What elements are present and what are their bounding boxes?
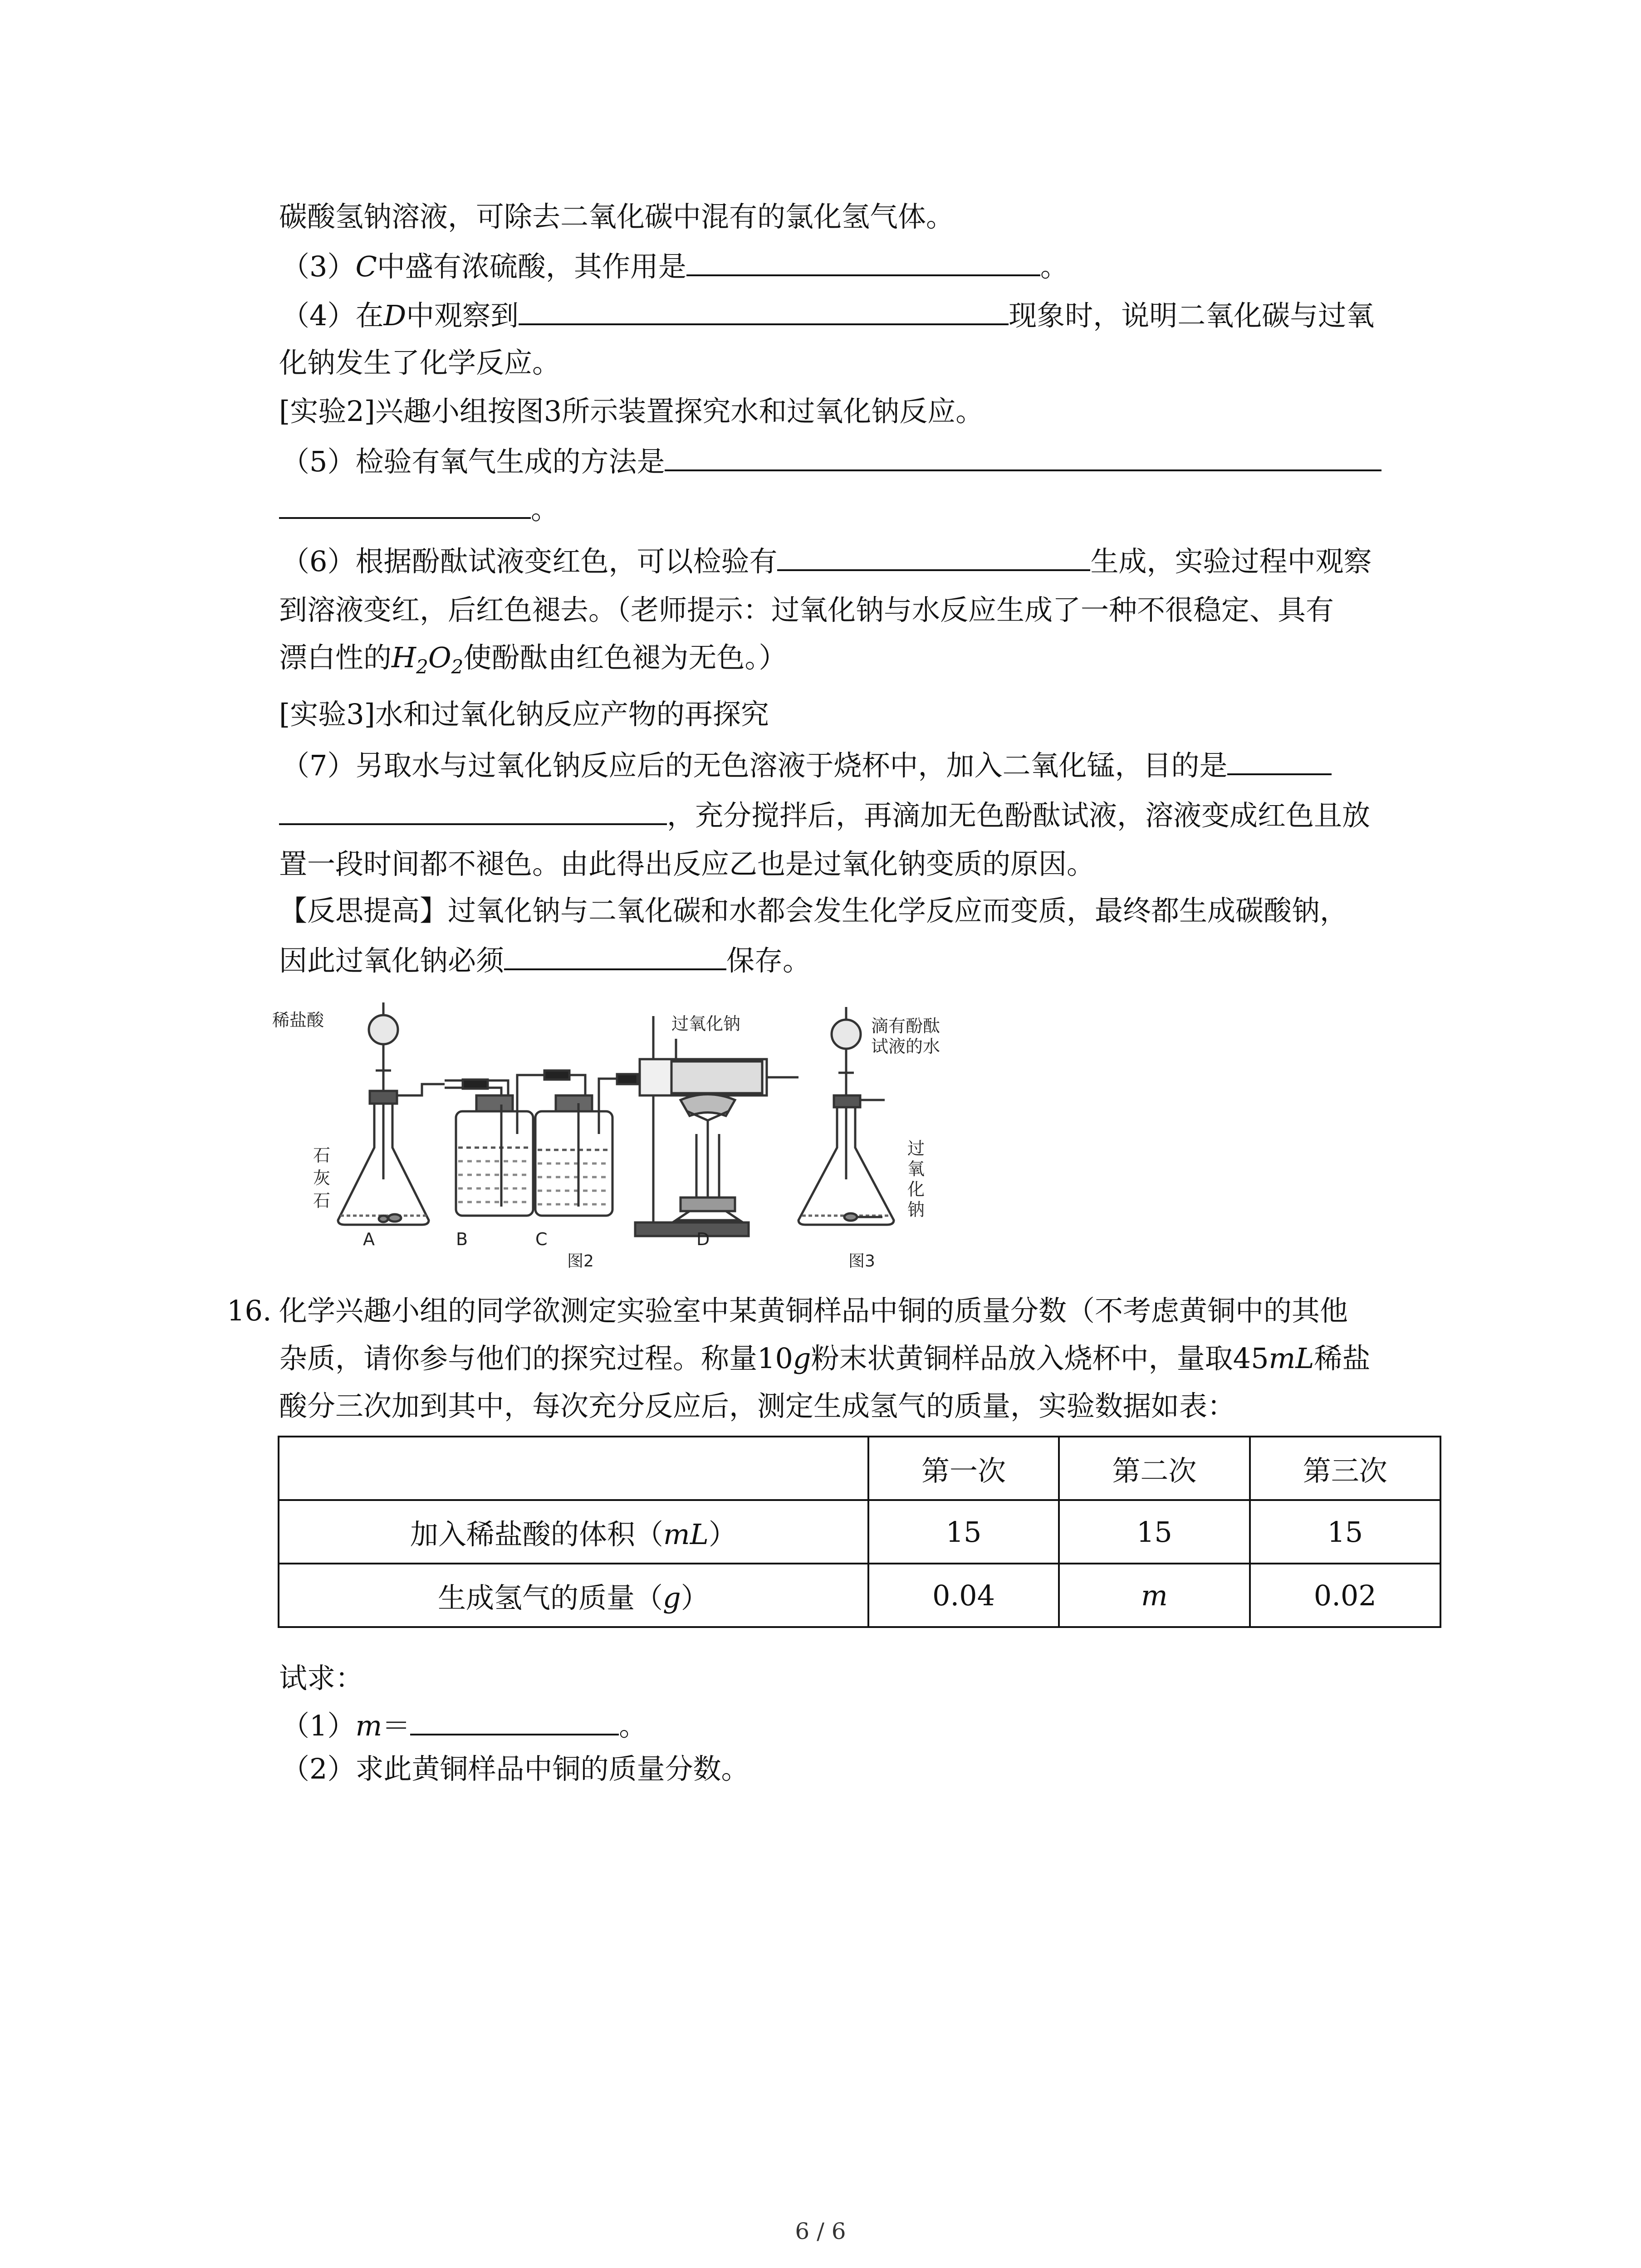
experiment-2-heading: [实验2]兴趣小组按图3所示装置探究水和过氧化钠反应。: [279, 395, 984, 428]
table-header-row: [279, 1437, 1440, 1500]
text-line: 试求：: [279, 1662, 364, 1695]
label-peroxide-side: 钠: [907, 1200, 925, 1220]
text-line: 化钠发生了化学反应。: [279, 346, 561, 379]
page-number: 6 / 6: [795, 2218, 846, 2244]
question-4: （4）在D中观察到 现象时，说明二氧化碳与过氧: [281, 296, 1374, 334]
answer-blank[interactable]: [519, 296, 1009, 325]
apparatus-a: [338, 1002, 445, 1225]
question-7: （7）另取水与过氧化钠反应后的无色溶液于烧杯中，加入二氧化锰，目的是: [281, 746, 1332, 784]
table-row: [279, 1500, 1440, 1564]
table-header-cell: 第二次: [1059, 1437, 1249, 1500]
table-cell: 0.02: [1250, 1564, 1440, 1627]
formula-h2o2: $H_2O_2$: [392, 641, 464, 678]
table-header-cell: 第一次: [868, 1437, 1059, 1500]
label-acid: 稀盐酸: [272, 1010, 324, 1030]
label-limestone: 石: [313, 1145, 331, 1165]
question-3: （3）C中盛有浓硫酸，其作用是 。: [281, 247, 1068, 285]
apparatus-figure: [272, 998, 975, 1271]
apparatus-d: [635, 1016, 798, 1236]
reflection: 【反思提高】过氧化钠与二氧化碳和水都会发生化学反应而变质，最终都生成碳酸钠，: [279, 894, 1348, 927]
text-line: 漂白性的$H_2O_2$使酚酞由红色褪为无色。）: [279, 641, 787, 678]
label-limestone: 石: [313, 1191, 331, 1211]
question-16-number: 16.: [227, 1294, 272, 1327]
question-5: （5）检验有氧气生成的方法是: [281, 442, 1381, 480]
answer-blank[interactable]: [279, 490, 531, 519]
apparatus-b: [456, 1095, 533, 1216]
figure-2-caption: 图2: [567, 1252, 594, 1271]
label-water: 滴有酚酞: [871, 1016, 941, 1036]
answer-blank[interactable]: [777, 542, 1090, 571]
answer-blank[interactable]: [665, 442, 1381, 471]
data-table: [278, 1436, 1441, 1628]
label-b: B: [456, 1229, 468, 1249]
label-peroxide: 过氧化钠: [671, 1014, 741, 1034]
question-6: （6）根据酚酞试液变红色，可以检验有 生成，实验过程中观察: [281, 542, 1372, 580]
experiment-3-heading: [实验3]水和过氧化钠反应产物的再探究: [279, 698, 769, 731]
answer-blank[interactable]: [686, 247, 1040, 276]
answer-blank[interactable]: [504, 941, 726, 970]
text-line: 到溶液变红，后红色褪去。（老师提示：过氧化钠与水反应生成了一种不很稳定、具有: [279, 593, 1334, 626]
reflection-cont: 因此过氧化钠必须 保存。: [279, 941, 811, 979]
answer-blank[interactable]: [410, 1706, 619, 1735]
figure-3-caption: 图3: [848, 1252, 875, 1271]
label-a: A: [363, 1229, 375, 1249]
table-header-cell: 第三次: [1250, 1437, 1440, 1500]
question-16-part-1: （1）m＝ 。: [281, 1706, 647, 1744]
table-row: [279, 1564, 1440, 1627]
question-16-line: 化学兴趣小组的同学欲测定实验室中某黄铜样品中铜的质量分数（不考虑黄铜中的其他: [279, 1294, 1348, 1327]
label-c: C: [535, 1229, 548, 1249]
apparatus-c: [535, 1095, 612, 1216]
row-label: 生成氢气的质量（g）: [279, 1564, 868, 1627]
table-cell: 0.04: [868, 1564, 1059, 1627]
text-line: 置一段时间都不褪色。由此得出反应乙也是过氧化钠变质的原因。: [279, 847, 1095, 880]
question-7-cont: ，充分搅拌后，再滴加无色酚酞试液，溶液变成红色且放: [279, 796, 1370, 834]
label-peroxide-side: 过: [907, 1139, 925, 1158]
table-cell: 15: [868, 1500, 1059, 1564]
label-peroxide-side: 氧: [907, 1159, 925, 1179]
label-water: 试液的水: [871, 1036, 941, 1056]
question-5-cont: 。: [279, 490, 559, 528]
text-line: 碳酸氢钠溶液，可除去二氧化碳中混有的氯化氢气体。: [279, 200, 955, 233]
question-16-line: 杂质，请你参与他们的探究过程。称量10g粉末状黄铜样品放入烧杯中，量取45mL稀盐: [279, 1342, 1371, 1375]
question-16-part-2: （2）求此黄铜样品中铜的质量分数。: [281, 1752, 749, 1785]
label-limestone: 灰: [313, 1168, 331, 1188]
answer-blank[interactable]: [1227, 746, 1332, 775]
answer-blank[interactable]: [279, 796, 667, 825]
row-label: 加入稀盐酸的体积（mL）: [279, 1500, 868, 1564]
label-peroxide-side: 化: [907, 1179, 925, 1199]
question-16-line: 酸分三次加到其中，每次充分反应后，测定生成氢气的质量，实验数据如表：: [279, 1389, 1236, 1422]
label-d: D: [696, 1229, 710, 1249]
table-cell: 15: [1059, 1500, 1249, 1564]
table-header-cell: [279, 1437, 868, 1500]
table-cell: m: [1059, 1564, 1249, 1627]
table-cell: 15: [1250, 1500, 1440, 1564]
